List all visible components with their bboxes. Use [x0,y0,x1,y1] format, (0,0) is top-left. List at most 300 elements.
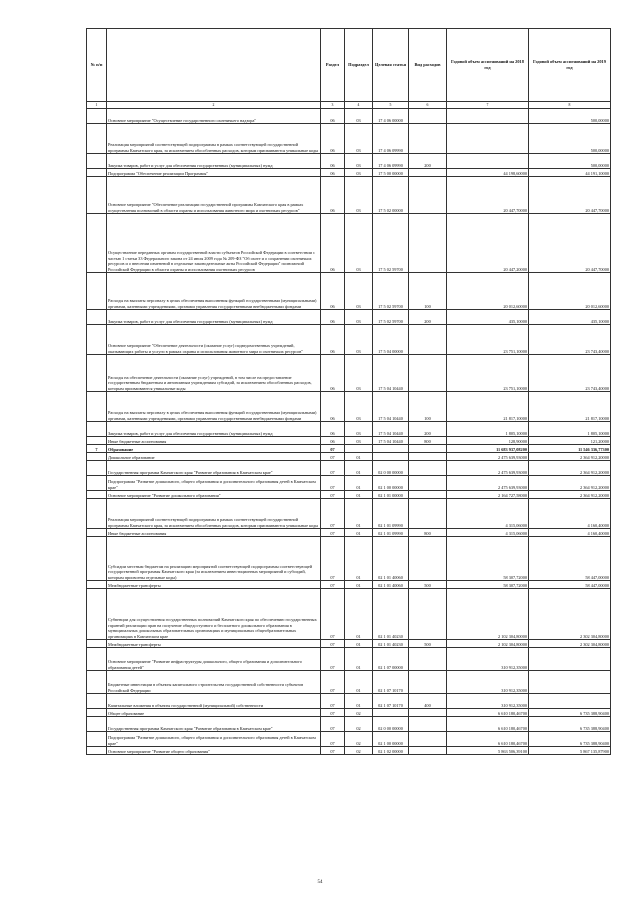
row-podrazdel: 03 [345,214,373,273]
row-target-article: 17 5 02 59700 [373,310,409,325]
row-name: Основное мероприятие "Развитие инфраструктуры дошкольного, общего образования и дополнительного образования детей" [107,648,321,671]
row-number [87,581,107,589]
row-razdel: 06 [321,154,345,169]
row-name: Расходы на выплаты персоналу в целях обеспечения выполнения функций государственными (муниципальными) органами, казенными учреждениями, органами управления государственными внебюджетными фондами [107,273,321,310]
row-target-article [373,709,409,717]
row-name: Основное мероприятие "Обеспечение деятельности (оказание услуг) подведомственных учреждений, оказывающих работы и услуги в рамках охраны и использования животного мира и охотничьих ресурсов" [107,325,321,355]
column-number: 4 [345,102,373,109]
row-name: Субсидии местным бюджетам на реализацию мероприятий соответствующей подпрограммы соответствующей государственной программы Камчатского края (за исключением инвестиционных мероприятий и субсидий, которым присвоены отдельные коды) [107,537,321,581]
row-razdel: 07 [321,747,345,755]
table-row [87,717,611,732]
row-amount-2018: 6 610 180,46700 [447,709,529,717]
row-number [87,169,107,177]
row-amount-2019: 6 735 388,90400 [529,717,611,732]
row-number [87,499,107,529]
table-row [87,310,611,325]
row-amount-2018: 2 475 639,93000 [447,453,529,461]
row-target-article: 02 1 07 10170 [373,671,409,694]
row-podrazdel: 02 [345,709,373,717]
row-target-article: 02 1 07 00000 [373,648,409,671]
column-number: 5 [373,102,409,109]
row-amount-2019: 2 364 912,20000 [529,476,611,491]
table-row [87,581,611,589]
row-amount-2019 [529,694,611,709]
row-target-article: 17 5 04 10440 [373,392,409,422]
row-amount-2019: 500,00000 [529,109,611,124]
row-name: Закупка товаров, работ и услуг для обеспечения государственных (муниципальных) нужд [107,310,321,325]
table-row [87,529,611,537]
row-expense-type [409,124,447,154]
row-razdel: 06 [321,355,345,392]
row-expense-type [409,355,447,392]
table-row [87,437,611,445]
row-razdel: 07 [321,640,345,648]
row-expense-type: 200 [409,154,447,169]
row-amount-2018: 21 817,10000 [447,392,529,422]
row-podrazdel: 03 [345,109,373,124]
table-row [87,747,611,755]
table-row [87,461,611,476]
row-podrazdel: 02 [345,747,373,755]
row-number [87,109,107,124]
row-expense-type [409,747,447,755]
row-amount-2018 [447,109,529,124]
row-target-article: 17 5 04 00000 [373,325,409,355]
row-target-article: 02 1 00 00000 [373,476,409,491]
row-amount-2019: 21 817,10000 [529,392,611,422]
row-number [87,640,107,648]
row-target-article: 17 5 02 59700 [373,214,409,273]
row-amount-2018: 4 315,06000 [447,529,529,537]
row-amount-2019: 20 447,70000 [529,177,611,214]
row-name: Подпрограмма "Развитие дошкольного, общего образования и дополнительного образования детей в Камчатском крае" [107,476,321,491]
row-amount-2018: 6 610 180,46700 [447,717,529,732]
row-name: Межбюджетные трансферты [107,640,321,648]
row-amount-2019: 435,10000 [529,310,611,325]
column-number: 3 [321,102,345,109]
row-amount-2018: 2 164 727,58000 [447,491,529,499]
row-expense-type [409,648,447,671]
row-number [87,589,107,640]
row-name: Дошкольное образование [107,453,321,461]
table-row [87,589,611,640]
row-expense-type [409,732,447,747]
row-number [87,422,107,437]
row-number [87,355,107,392]
header-podrazdel: Подраздел [345,29,373,102]
table-row [87,694,611,709]
row-target-article: 02 1 01 40060 [373,581,409,589]
row-podrazdel: 03 [345,310,373,325]
row-target-article: 02 1 01 40230 [373,589,409,640]
row-name: Образование [107,445,321,453]
row-amount-2018: 11 683 937,08200 [447,445,529,453]
row-name: Основное мероприятие "Развитие общего образования" [107,747,321,755]
row-name: Реализация мероприятий соответствующей подпрограммы в рамках соответствующей государственной программы Камчатского края, за исключением обособленных расходов, которым присваиваются уникальные коды [107,499,321,529]
table-row [87,640,611,648]
table-header-row [87,29,611,102]
row-target-article: 17 4 06 00000 [373,109,409,124]
row-number [87,717,107,732]
row-name: Общее образование [107,709,321,717]
budget-table [86,28,611,755]
row-target-article: 02 1 01 09990 [373,499,409,529]
row-razdel: 06 [321,177,345,214]
row-expense-type [409,537,447,581]
row-razdel: 07 [321,589,345,640]
row-podrazdel: 01 [345,581,373,589]
row-number [87,671,107,694]
header-razdel: Раздел [321,29,345,102]
row-expense-type: 100 [409,392,447,422]
table-row [87,109,611,124]
table-row [87,445,611,453]
row-amount-2018: 58 307,72000 [447,581,529,589]
row-amount-2019: 2 302 304,80000 [529,589,611,640]
row-razdel: 07 [321,453,345,461]
row-amount-2019: 20 447,70000 [529,214,611,273]
row-amount-2018: 128,90000 [447,437,529,445]
table-row [87,177,611,214]
row-name: Бюджетные инвестиции в объекты капитального строительства государственной собственности субъектов Российской Федерации [107,671,321,694]
row-razdel: 07 [321,709,345,717]
budget-table-sheet [86,28,610,755]
row-amount-2018: 23 751,10000 [447,355,529,392]
row-target-article: 02 1 00 00000 [373,732,409,747]
row-amount-2018: 310 912,35000 [447,648,529,671]
row-expense-type: 400 [409,694,447,709]
table-row [87,491,611,499]
row-razdel: 06 [321,325,345,355]
row-amount-2018: 2 475 639,93000 [447,461,529,476]
header-num: № п/п [87,29,107,102]
row-number [87,273,107,310]
row-amount-2018: 1 805,10000 [447,422,529,437]
row-number [87,537,107,581]
row-podrazdel: 03 [345,422,373,437]
row-name: Капитальные вложения в объекты государственной (муниципальной) собственности [107,694,321,709]
row-podrazdel: 03 [345,273,373,310]
row-razdel: 06 [321,109,345,124]
row-amount-2018: 2 102 304,80000 [447,589,529,640]
row-expense-type [409,476,447,491]
row-podrazdel: 01 [345,648,373,671]
row-amount-2019: 6 735 388,90400 [529,709,611,717]
table-row [87,422,611,437]
row-razdel: 07 [321,537,345,581]
row-razdel: 07 [321,671,345,694]
row-name: Основное мероприятие "Развитие дошкольного образования" [107,491,321,499]
row-number: 7 [87,445,107,453]
row-target-article: 17 4 06 09990 [373,124,409,154]
row-podrazdel: 03 [345,325,373,355]
row-razdel: 06 [321,392,345,422]
row-razdel: 06 [321,422,345,437]
row-target-article: 17 5 04 10440 [373,355,409,392]
row-number [87,694,107,709]
row-number [87,453,107,461]
row-number [87,154,107,169]
table-row [87,648,611,671]
row-amount-2018: 310 912,35000 [447,671,529,694]
row-target-article [373,445,409,453]
header-2018: Годовой объем ассигнований на 2018 год [447,29,529,102]
row-razdel: 06 [321,273,345,310]
row-number [87,437,107,445]
row-amount-2019: 4 160,40000 [529,529,611,537]
row-podrazdel [345,445,373,453]
row-expense-type [409,445,447,453]
row-podrazdel: 01 [345,529,373,537]
row-number [87,529,107,537]
row-name: Иные бюджетные ассигнования [107,437,321,445]
row-target-article: 17 4 06 09990 [373,154,409,169]
row-expense-type: 200 [409,310,447,325]
row-podrazdel: 03 [345,124,373,154]
row-podrazdel: 01 [345,453,373,461]
row-podrazdel: 01 [345,491,373,499]
page-number: 54 [317,880,323,885]
row-name: Расходы на обеспечение деятельности (оказание услуг) учреждений, в том числе на предоставление государственным бюджетным и автономным учреждениям субсидий, за исключением обособленных расходов, которым присваиваются уникальные коды [107,355,321,392]
column-number: 8 [529,102,611,109]
row-name: Основное мероприятие "Осуществление государственного охотничьего надзора" [107,109,321,124]
column-number-row [87,102,611,109]
row-amount-2018: 20 012,60000 [447,273,529,310]
table-row [87,154,611,169]
row-amount-2019: 2 364 912,20000 [529,453,611,461]
row-podrazdel: 02 [345,717,373,732]
row-podrazdel: 01 [345,537,373,581]
row-razdel: 07 [321,694,345,709]
row-amount-2018: 58 307,72000 [447,537,529,581]
row-target-article [373,453,409,461]
column-number: 2 [107,102,321,109]
row-expense-type: 800 [409,529,447,537]
row-name: Государственная программа Камчатского края "Развитие образования в Камчатском крае" [107,461,321,476]
row-amount-2018 [447,124,529,154]
column-number: 1 [87,102,107,109]
row-number [87,476,107,491]
row-podrazdel: 01 [345,694,373,709]
table-row [87,214,611,273]
header-target-article: Целевая статья [373,29,409,102]
table-row [87,453,611,461]
row-podrazdel: 03 [345,355,373,392]
row-expense-type [409,177,447,214]
row-expense-type [409,214,447,273]
row-razdel: 07 [321,529,345,537]
row-podrazdel: 01 [345,671,373,694]
row-expense-type: 500 [409,640,447,648]
row-number [87,461,107,476]
row-number [87,392,107,422]
row-target-article: 17 5 00 00000 [373,169,409,177]
row-podrazdel: 03 [345,437,373,445]
row-amount-2019: 58 447,00000 [529,581,611,589]
row-podrazdel: 01 [345,461,373,476]
row-amount-2018: 2 475 639,93000 [447,476,529,491]
row-target-article: 17 5 02 00000 [373,177,409,214]
row-podrazdel: 01 [345,589,373,640]
row-expense-type [409,491,447,499]
table-row [87,537,611,581]
row-razdel: 06 [321,169,345,177]
row-amount-2019: 5 867 135,87900 [529,747,611,755]
row-target-article: 02 1 01 40230 [373,640,409,648]
row-target-article: 02 0 00 00000 [373,717,409,732]
row-expense-type [409,325,447,355]
table-row [87,124,611,154]
row-expense-type [409,709,447,717]
row-razdel: 07 [321,581,345,589]
header-expense-type: Вид расходов [409,29,447,102]
row-razdel: 07 [321,499,345,529]
row-podrazdel: 02 [345,732,373,747]
row-podrazdel: 01 [345,476,373,491]
row-amount-2018: 20 447,70000 [447,177,529,214]
row-amount-2018: 20 447,20000 [447,214,529,273]
row-name: Расходы на выплаты персоналу в целях обеспечения выполнения функций государственными (муниципальными) органами, казенными учреждениями, органами управления государственными внебюджетными фондами [107,392,321,422]
table-row [87,169,611,177]
row-razdel: 07 [321,476,345,491]
table-row [87,499,611,529]
table-row [87,392,611,422]
row-amount-2019: 44 191,10000 [529,169,611,177]
row-amount-2019: 121,20000 [529,437,611,445]
row-amount-2019: 2 302 304,80000 [529,640,611,648]
row-podrazdel: 03 [345,154,373,169]
row-podrazdel: 01 [345,499,373,529]
row-amount-2018: 435,10000 [447,310,529,325]
row-expense-type: 800 [409,437,447,445]
row-name: Закупка товаров, работ и услуг для обеспечения государственных (муниципальных) нужд [107,422,321,437]
row-amount-2019: 2 364 912,20000 [529,491,611,499]
row-target-article: 02 1 01 40060 [373,537,409,581]
row-amount-2018: 5 863 506,39100 [447,747,529,755]
row-name: Закупка товаров, работ и услуг для обеспечения государственных (муниципальных) нужд [107,154,321,169]
row-amount-2019: 20 012,60000 [529,273,611,310]
row-podrazdel: 01 [345,640,373,648]
row-target-article: 02 0 00 00000 [373,461,409,476]
row-number [87,709,107,717]
header-name [107,29,321,102]
row-razdel: 07 [321,648,345,671]
row-target-article: 02 1 01 09990 [373,529,409,537]
table-row [87,709,611,717]
row-expense-type [409,461,447,476]
row-amount-2019: 6 735 388,90400 [529,732,611,747]
row-name: Подпрограмма "Обеспечение реализации Программы" [107,169,321,177]
row-name: Субвенции для осуществления государственных полномочий Камчатского края по обеспечению государственных гарантий реализации прав на получение общедоступного и бесплатного дошкольного образования в муниципальных дошкольных образовательных организациях и муниципальных общеобразовательных организациях в Камчатском крае [107,589,321,640]
row-amount-2019: 2 364 912,20000 [529,461,611,476]
row-name: Подпрограмма "Развитие дошкольного, общего образования и дополнительного образования детей в Камчатском крае" [107,732,321,747]
row-amount-2018: 310 912,35000 [447,694,529,709]
row-amount-2018: 44 198,60000 [447,169,529,177]
row-number [87,732,107,747]
row-target-article: 02 1 02 00000 [373,747,409,755]
row-number [87,214,107,273]
row-razdel: 06 [321,124,345,154]
row-amount-2019: 58 447,00000 [529,537,611,581]
row-number [87,747,107,755]
row-razdel: 07 [321,732,345,747]
row-expense-type: 500 [409,581,447,589]
row-expense-type [409,453,447,461]
row-number [87,124,107,154]
row-podrazdel: 03 [345,392,373,422]
row-razdel: 06 [321,310,345,325]
row-target-article: 02 1 01 00000 [373,491,409,499]
row-razdel: 06 [321,214,345,273]
row-razdel: 07 [321,445,345,453]
row-target-article: 02 1 07 10170 [373,694,409,709]
row-amount-2019: 500,00000 [529,154,611,169]
row-amount-2018: 6 610 180,46700 [447,732,529,747]
row-name: Основное мероприятие "Обеспечение реализации государственной программы Камчатского края в рамках осуществления полномочий в области охраны и использования животного мира и охотничьих ресурсов" [107,177,321,214]
row-number [87,310,107,325]
table-row [87,732,611,747]
row-expense-type [409,169,447,177]
row-expense-type [409,109,447,124]
row-amount-2019 [529,648,611,671]
table-row [87,355,611,392]
row-name: Межбюджетные трансферты [107,581,321,589]
row-amount-2018: 23 751,10000 [447,325,529,355]
row-number [87,177,107,214]
row-expense-type [409,589,447,640]
row-amount-2019: 11 546 336,77300 [529,445,611,453]
row-number [87,325,107,355]
row-name: Иные бюджетные ассигнования [107,529,321,537]
row-target-article: 17 5 04 10440 [373,437,409,445]
row-podrazdel: 03 [345,177,373,214]
header-2019: Годовой объем ассигнований на 2019 год [529,29,611,102]
table-row [87,325,611,355]
column-number: 6 [409,102,447,109]
row-expense-type [409,499,447,529]
row-razdel: 07 [321,491,345,499]
column-number: 7 [447,102,529,109]
row-expense-type [409,717,447,732]
row-amount-2018: 2 102 304,80000 [447,640,529,648]
row-name: Реализация мероприятий соответствующей подпрограммы в рамках соответствующей государственной программы Камчатского края, за исключением обособленных расходов, которым присваиваются уникальные коды [107,124,321,154]
row-amount-2018 [447,154,529,169]
row-razdel: 07 [321,717,345,732]
row-number [87,648,107,671]
row-amount-2019: 1 805,10000 [529,422,611,437]
row-target-article: 17 5 02 59700 [373,273,409,310]
row-target-article: 17 5 04 10440 [373,422,409,437]
row-expense-type [409,671,447,694]
row-amount-2019 [529,671,611,694]
row-razdel: 07 [321,461,345,476]
row-razdel: 06 [321,437,345,445]
row-podrazdel: 03 [345,169,373,177]
row-amount-2018: 4 315,06000 [447,499,529,529]
table-row [87,273,611,310]
row-name: Осуществление переданных органам государственной власти субъектов Российской Федерации в соответствии с частью 1 статьи 33 Федерального закона от 24 июля 2009 года № 209-ФЗ "Об охоте и о сохранении охотничьих ресурсов и о внесении изменений в отдельные законодательные акты Российской Федерации" полномочий Российской Федерации в области охраны и использования охотничьих ресурсов [107,214,321,273]
row-expense-type: 200 [409,422,447,437]
row-number [87,491,107,499]
row-name: Государственная программа Камчатского края "Развитие образования в Камчатском крае" [107,717,321,732]
row-expense-type: 100 [409,273,447,310]
table-row [87,476,611,491]
row-amount-2019: 4 160,40000 [529,499,611,529]
table-row [87,671,611,694]
row-amount-2019: 500,00000 [529,124,611,154]
row-amount-2019: 23 743,40000 [529,325,611,355]
row-amount-2019: 23 743,40000 [529,355,611,392]
